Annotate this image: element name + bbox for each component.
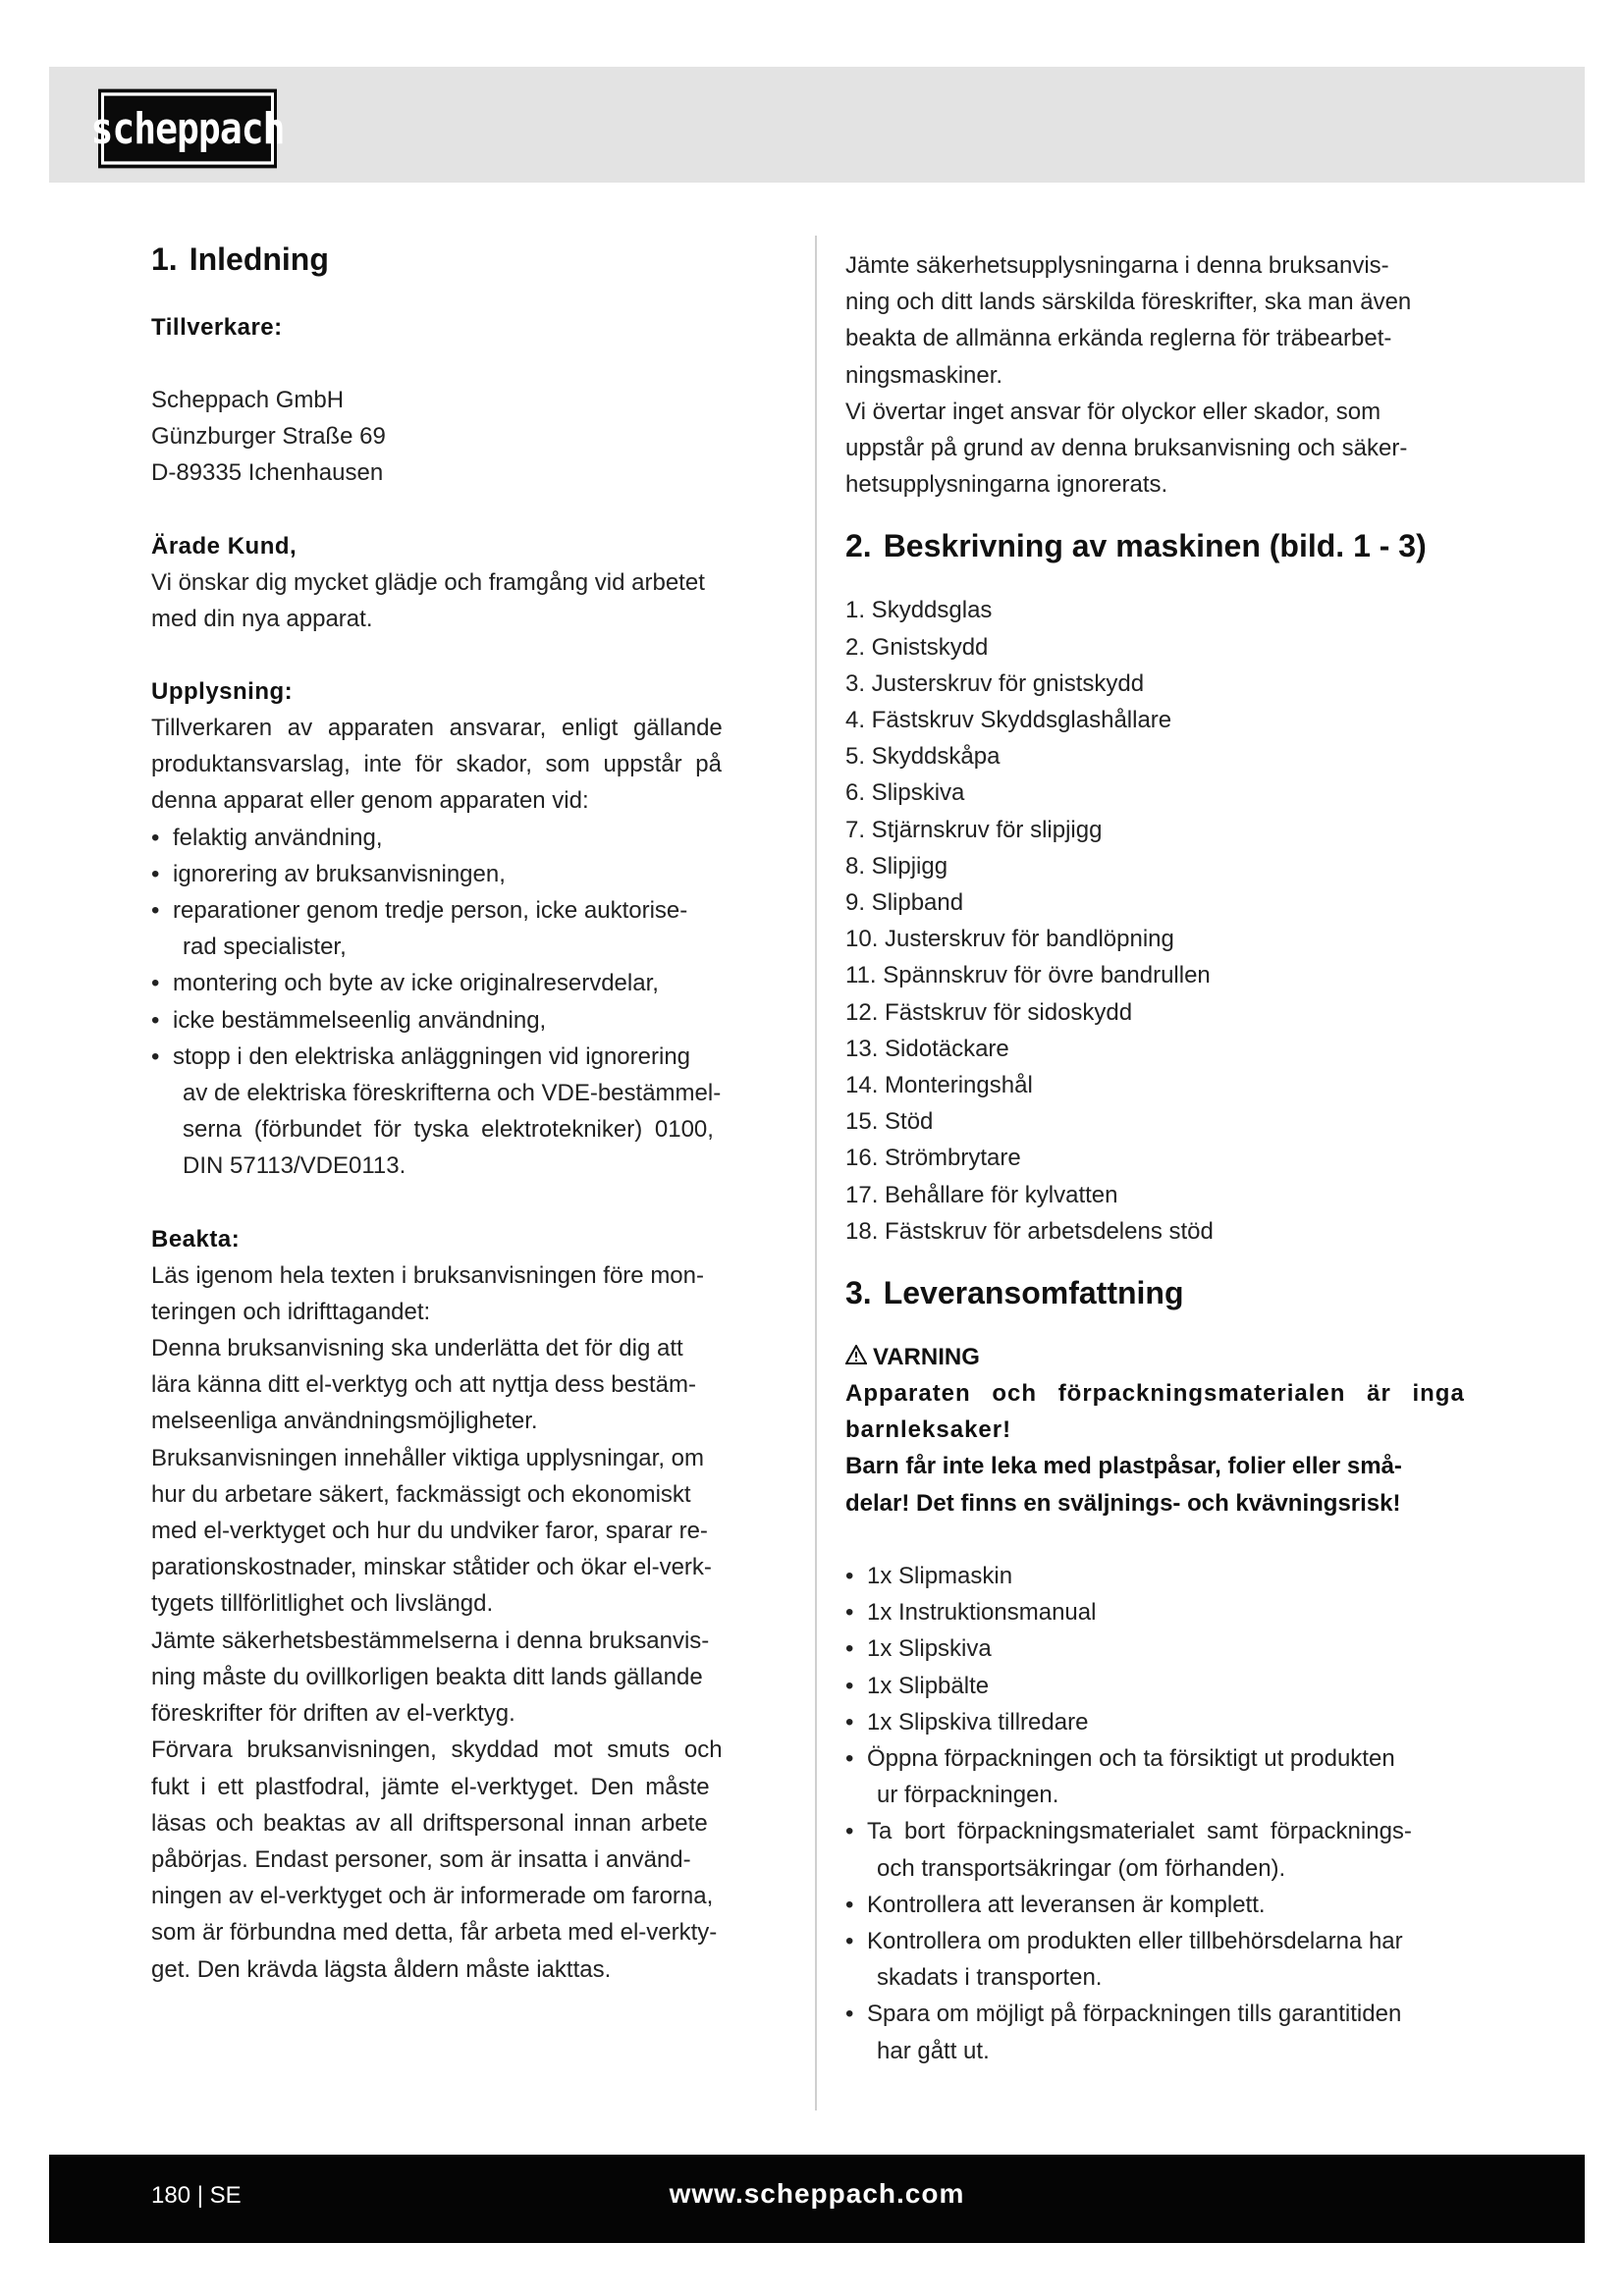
note-line: Förvara bruksanvisningen, skyddad mot smuts och [151, 1736, 723, 1764]
list-item: 10. Justerskruv för bandlöpning [845, 926, 1174, 953]
page-footer [49, 2155, 1585, 2243]
list-item: • Kontrollera att leveransen är komplett. [845, 1891, 1266, 1918]
section-heading-description [845, 524, 1482, 567]
header-band [49, 67, 1585, 183]
note-line: som är förbundna med detta, får arbeta med el-verkty- [151, 1919, 718, 1947]
manufacturer-label: Tillverkare: [151, 314, 283, 341]
list-item: 6. Slipskiva [845, 779, 965, 807]
list-item: 9. Slipband [845, 889, 964, 917]
address-line: Scheppach GmbH [151, 387, 345, 413]
list-item: • 1x Slipmaskin [845, 1562, 1013, 1589]
list-item: 2. Gnistskydd [845, 633, 989, 661]
note-line: tygets tillförlitlighet och livslängd. [151, 1590, 494, 1618]
list-item: 11. Spännskruv för övre bandrullen [845, 962, 1211, 989]
list-item: 12. Fästskruv för sidoskydd [845, 998, 1133, 1026]
paragraph-line: Vi övertar inget ansvar för olyckor eller skador, som [845, 398, 1381, 425]
section-title: Leveransomfattning [883, 1275, 1184, 1311]
section-title: Inledning [189, 241, 329, 277]
notice-line: denna apparat eller genom apparaten vid: [151, 787, 589, 815]
note-line: Läs igenom hela texten i bruksanvisningen före mon- [151, 1261, 704, 1289]
list-item: • 1x Slipskiva tillredare [845, 1708, 1089, 1735]
list-item: • Öppna förpackningen och ta försiktigt ut produkten ur förpackningen. [845, 1744, 1395, 1809]
list-item: • stopp i den elektriska anläggningen vid ignorering av de elektriska föreskrifterna och VDE-bestämmel- serna (förbundet för tyska elektrotekniker) 0100, DIN 57113/VDE0113. [151, 1042, 722, 1180]
scheppach-logo: scheppach [98, 89, 277, 169]
note-line: läsas och beaktas av all driftspersonal innan arbete [151, 1809, 708, 1837]
note-line: Denna bruksanvisning ska underlätta det för dig att [151, 1335, 683, 1362]
list-item: 8. Slipjigg [845, 852, 948, 880]
list-item: • Kontrollera om produkten eller tillbehörsdelarna har skadats i transporten. [845, 1927, 1403, 1992]
note-line: ningen av el-verktyget och är informerade om farorna, [151, 1883, 714, 1910]
warning-line: Barn får inte leka med plastpåsar, folier eller små- [845, 1453, 1402, 1480]
note-line: fukt i ett plastfodral, jämte el-verktyget. Den måste [151, 1773, 710, 1800]
note-line: get. Den krävda lägsta åldern måste iakttas. [151, 1955, 612, 1983]
column-divider [815, 236, 817, 2110]
section-heading-intro [151, 238, 795, 281]
paragraph-line: hetsupplysningarna ignorerats. [845, 471, 1168, 499]
list-item: 7. Stjärnskruv för slipjigg [845, 816, 1103, 843]
note-line: parationskostnader, minskar ståtider och ökar el-verk- [151, 1554, 712, 1581]
greeting-title: Ärade Kund, [151, 532, 298, 560]
list-item: • reparationer genom tredje person, icke auktorise- rad specialister, [151, 897, 688, 961]
list-item: 1. Skyddsglas [845, 597, 993, 624]
note-line: hur du arbetare säkert, fackmässigt och ekonomiskt [151, 1480, 691, 1508]
warning-heading [845, 1339, 1482, 1375]
parts-list [845, 592, 1482, 1250]
warning-triangle-icon [845, 1339, 867, 1375]
note-line: Jämte säkerhetsbestämmelserna i denna bruksanvis- [151, 1627, 710, 1654]
page-number: 180 | SE [151, 2182, 242, 2209]
note-line: föreskrifter för driften av el-verktyg. [151, 1700, 515, 1728]
note-line: melseenliga användningsmöjligheter. [151, 1408, 538, 1435]
paragraph-line: Jämte säkerhetsupplysningarna i denna bruksanvis- [845, 252, 1389, 279]
section-number: 2. [845, 528, 872, 564]
list-item: • felaktig användning, [151, 824, 383, 851]
left-column [151, 238, 795, 1988]
warning-line: barnleksaker! [845, 1416, 1012, 1444]
greeting-line: med din nya apparat. [151, 605, 373, 632]
safety-note [845, 247, 1482, 503]
address-line: Günzburger Straße 69 [151, 423, 386, 451]
notice-line: Tillverkaren av apparaten ansvarar, enligt gällande [151, 715, 723, 742]
right-column [845, 247, 1482, 2069]
note-line: teringen och idrifttagandet: [151, 1298, 431, 1325]
note-label: Beakta: [151, 1225, 241, 1253]
section-number: 3. [845, 1275, 872, 1311]
note-line: påbörjas. Endast personer, som är insatta i använd- [151, 1845, 691, 1873]
list-item: 16. Strömbrytare [845, 1145, 1021, 1172]
list-item: • 1x Instruktionsmanual [845, 1599, 1097, 1627]
warning-label: VARNING [873, 1344, 980, 1371]
paragraph-line: beakta de allmänna erkända reglerna för träbearbet- [845, 325, 1392, 352]
greeting-line: Vi önskar dig mycket glädje och framgång vid arbetet [151, 568, 705, 596]
warning-line: delar! Det finns en sväljnings- och kvävningsrisk! [845, 1489, 1401, 1517]
list-item: • 1x Slipskiva [845, 1635, 992, 1663]
list-item: • Spara om möjligt på förpackningen tills garantitiden har gått ut. [845, 2001, 1402, 2064]
section-number: 1. [151, 241, 178, 277]
list-item: 18. Fästskruv för arbetsdelens stöd [845, 1217, 1214, 1245]
list-item: • 1x Slipbälte [845, 1672, 990, 1699]
list-item: • montering och byte av icke originalreservdelar, [151, 970, 659, 997]
list-item: 17. Behållare för kylvatten [845, 1181, 1118, 1208]
website-link[interactable]: www.scheppach.com [669, 2178, 965, 2209]
warning-line: Apparaten och förpackningsmaterialen är inga [845, 1380, 1465, 1408]
notice-line: produktansvarslag, inte för skador, som uppstår på [151, 751, 722, 778]
list-item: 13. Sidotäckare [845, 1035, 1009, 1062]
list-item: 4. Fästskruv Skyddsglashållare [845, 707, 1172, 734]
list-item: 15. Stöd [845, 1108, 934, 1136]
list-item: 5. Skyddskåpa [845, 743, 1001, 771]
list-item: • ignorering av bruksanvisningen, [151, 860, 506, 887]
list-item: 14. Monteringshål [845, 1072, 1033, 1099]
paragraph-line: ningsmaskiner. [845, 361, 1003, 389]
list-item: 3. Justerskruv för gnistskydd [845, 669, 1145, 697]
list-item: • Ta bort förpackningsmaterialet samt förpacknings- och transportsäkringar (om förhanden). [845, 1818, 1412, 1882]
notice-label: Upplysning: [151, 678, 294, 706]
paragraph-line: ning och ditt lands särskilda föreskrifter, ska man även [845, 289, 1412, 316]
note-body [151, 1257, 795, 1988]
delivery-bullet-list [845, 1558, 1482, 2069]
address-line: D-89335 Ichenhausen [151, 459, 384, 487]
list-item: • icke bestämmelseenlig användning, [151, 1006, 547, 1034]
notice-bullet-list [151, 820, 795, 1185]
note-line: Bruksanvisningen innehåller viktiga upplysningar, om [151, 1444, 704, 1471]
paragraph-line: uppstår på grund av denna bruksanvisning och säker- [845, 435, 1408, 462]
note-line: lära känna ditt el-verktyg och att nyttja dess bestäm- [151, 1371, 696, 1399]
section-title: Beskrivning av maskinen (bild. 1 - 3) [883, 528, 1427, 564]
note-line: med el-verktyget och hur du undviker faror, sparar re- [151, 1518, 708, 1545]
note-line: ning måste du ovillkorligen beakta ditt lands gällande [151, 1663, 703, 1690]
manufacturer-address [151, 382, 795, 492]
section-heading-delivery [845, 1271, 1482, 1314]
